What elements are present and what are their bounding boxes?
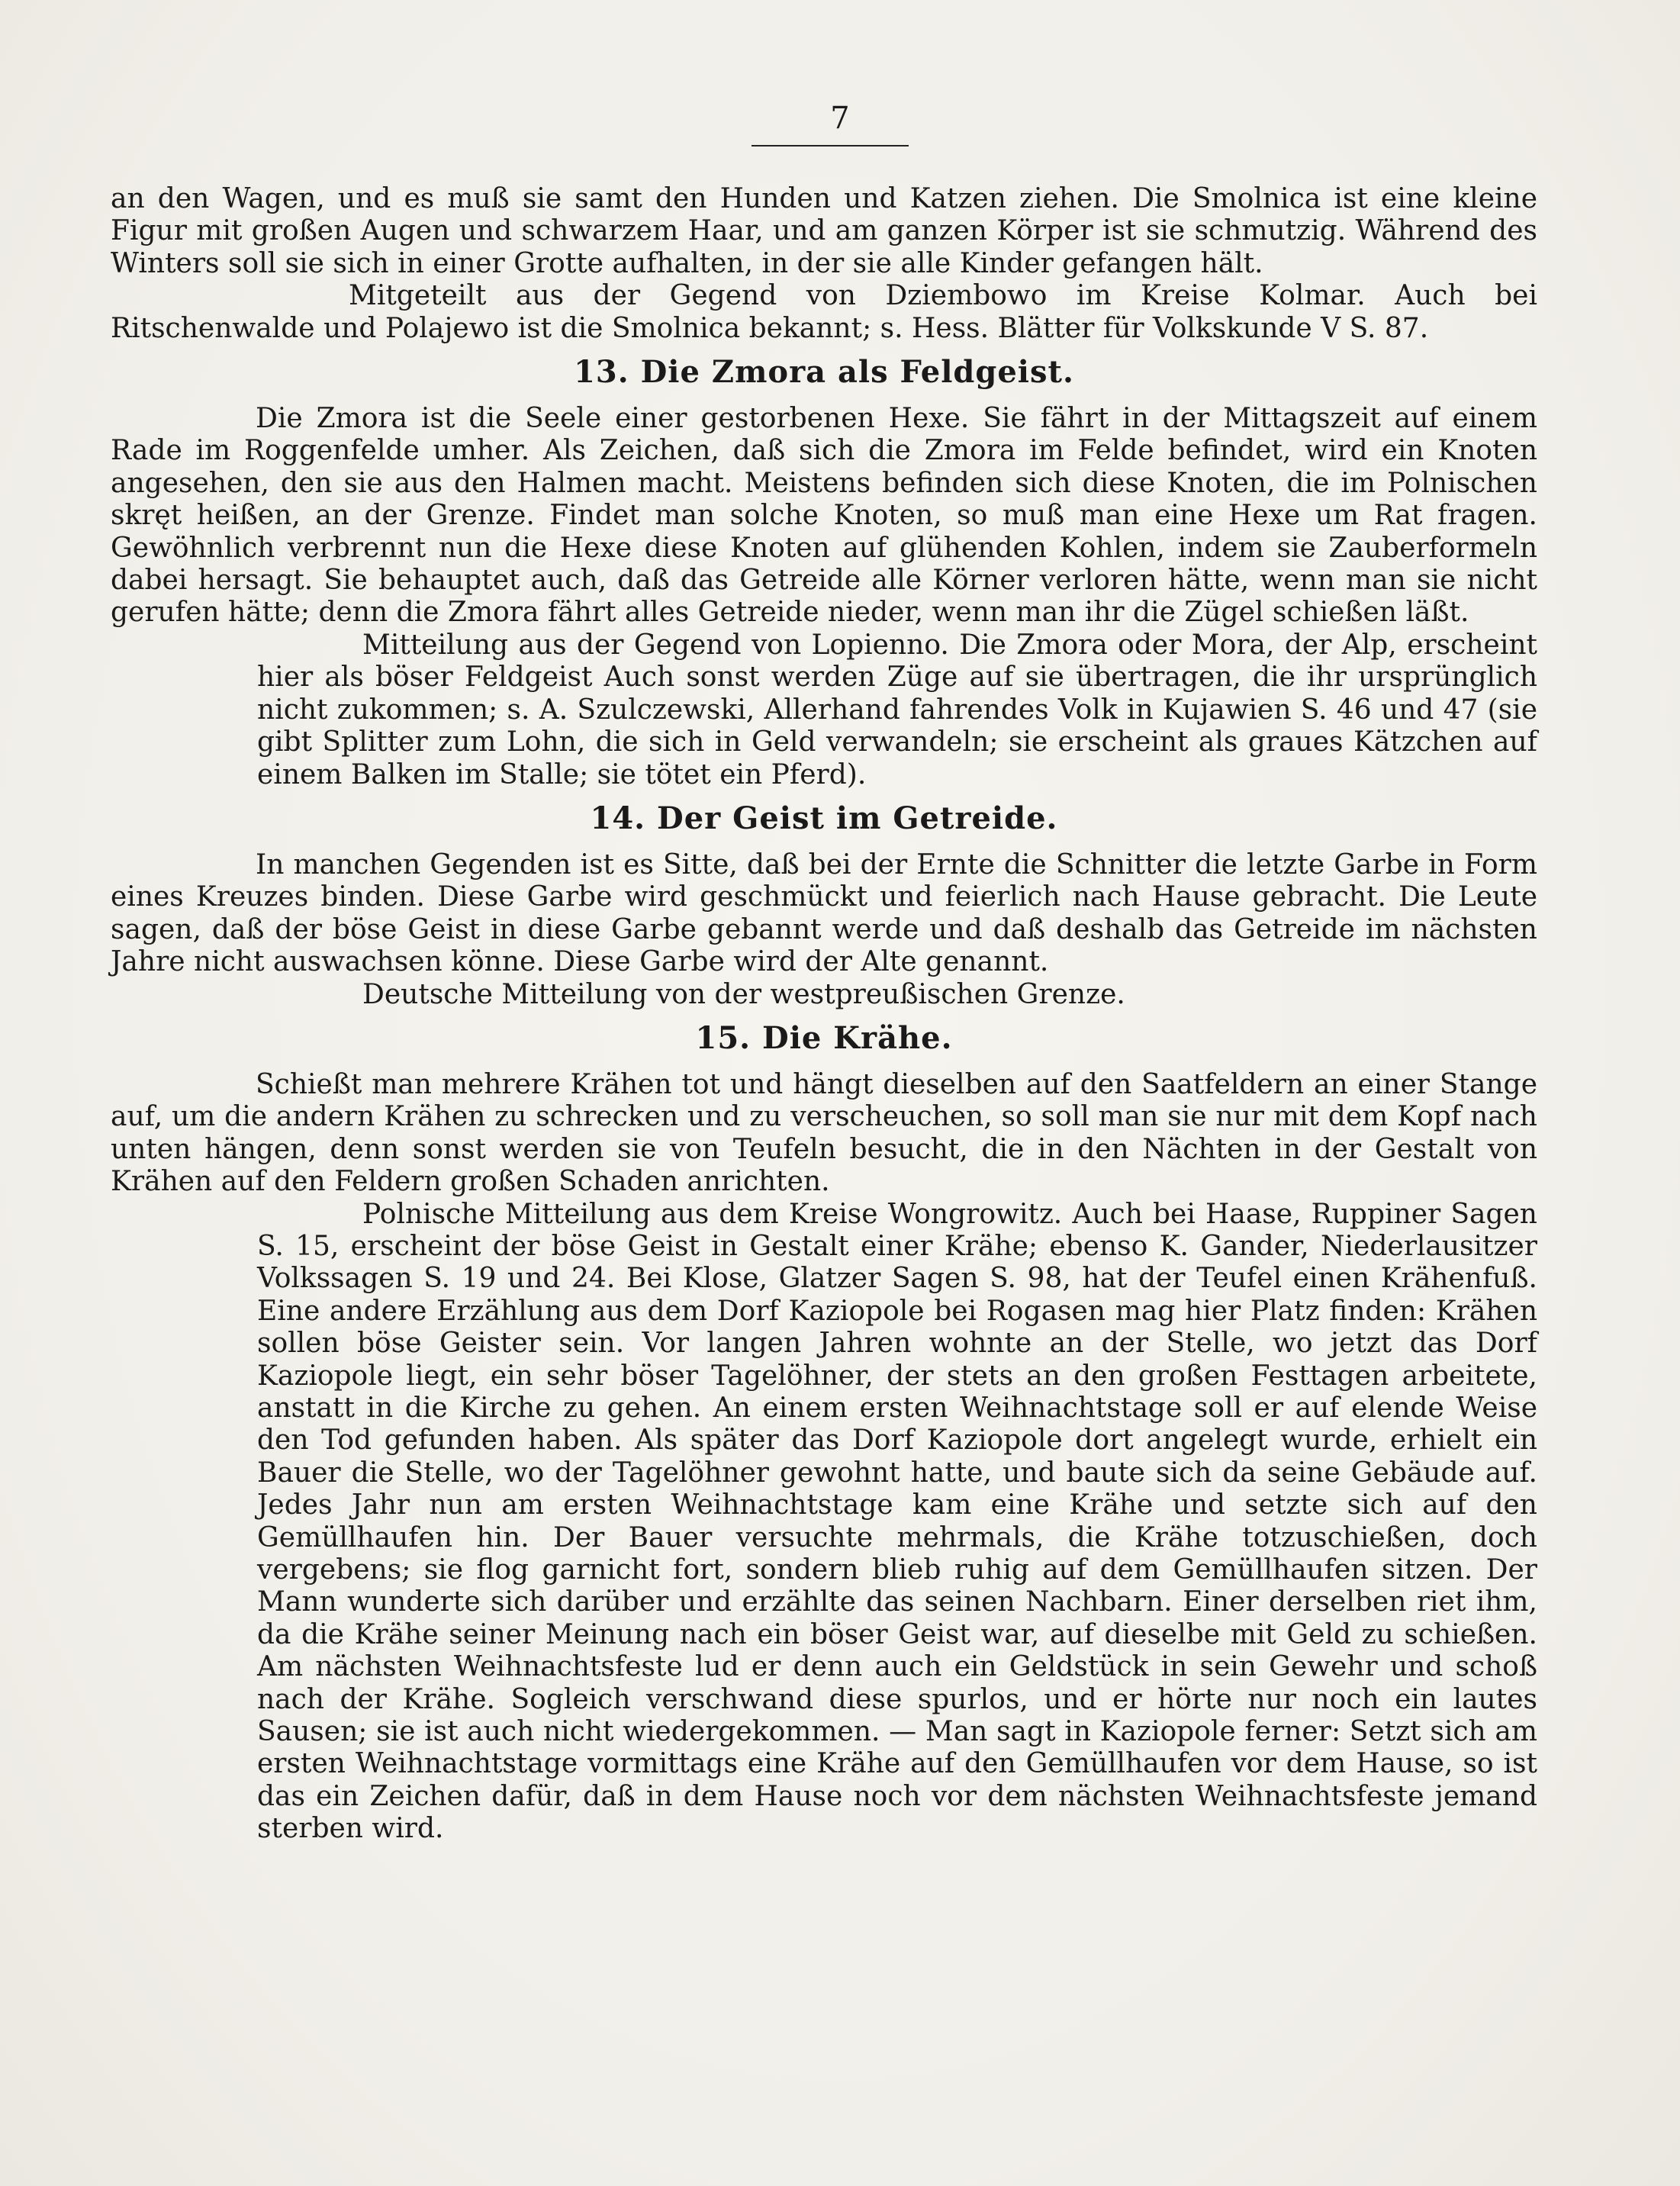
- section-15-note: Polnische Mitteilung aus dem Kreise Wongrowitz. Auch bei Haase, Ruppiner Sagen S. 15, erscheint der böse Geist in Gestalt einer Krähe; ebenso K. Gander, Niederlausitzer Volkssagen S. 19 und 24. Bei Klose, Glatzer Sagen S. 98, hat der Teufel einen Krähenfuß. Eine andere Erzählung aus dem Dorf Kaziopole bei Rogasen mag hier Platz finden: Krähen sollen böse Geister sein. Vor langen Jahren wohnte an der Stelle, wo jetzt das Dorf Kaziopole liegt, ein sehr böser Tagelöhner, der stets an den großen Festtagen arbeitete, anstatt in die Kirche zu gehen. An einem ersten Weihnachtstage soll er auf elende Weise den Tod gefunden haben. Als später das Dorf Kaziopole dort angelegt wurde, erhielt ein Bauer die Stelle, wo der Tagelöhner gewohnt hatte, und baute sich da seine Gebäude auf. Jedes Jahr nun am ersten Weihnachtstage kam eine Krähe und setzte sich auf den Gemüllhaufen hin. Der Bauer versuchte mehrmals, die Krähe totzuschießen, doch vergebens; sie flog garnicht fort, sondern blieb ruhig auf dem Gemüllhaufen sitzen. Der Mann wunderte sich darüber und erzählte das seinen Nachbarn. Einer derselben riet ihm, da die Krähe seiner Meinung nach ein böser Geist war, auf dieselbe mit Geld zu schießen. Am nächsten Weihnachtsfeste lud er denn auch ein Geldstück in sein Gewehr und schoß nach der Krähe. Sogleich verschwand diese spurlos, und er hörte nur noch ein lautes Sausen; sie ist auch nicht wiedergekommen. — Man sagt in Kaziopole ferner: Setzt sich am ersten Weihnachtstage vormittags eine Krähe auf den Gemüllhaufen vor dem Hause, so ist das ein Zeichen dafür, daß in dem Hause noch vor dem nächsten Weihnachtsfeste jemand sterben wird.: [257, 1198, 1537, 1845]
- section-13-body: Die Zmora ist die Seele einer gestorbenen Hexe. Sie fährt in der Mittagszeit auf einem Rade im Roggenfelde umher. Als Zeichen, daß sich die Zmora im Felde befindet, wird ein Knoten angesehen, den sie aus den Halmen macht. Meistens befinden sich diese Knoten, die im Polnischen skręt heißen, an der Grenze. Findet man solche Knoten, so muß man eine Hexe um Rat fragen. Gewöhnlich verbrennt nun die Hexe diese Knoten auf glühenden Kohlen, indem sie Zauberformeln dabei hersagt. Sie behauptet auch, daß das Getreide alle Körner verloren hätte, wenn man sie nicht gerufen hätte; denn die Zmora fährt alles Getreide nieder, wenn man ihr die Zügel schießen läßt.: [111, 403, 1537, 629]
- section-15-body: Schießt man mehrere Krähen tot und hängt dieselben auf den Saatfeldern an einer Stange auf, um die andern Krähen zu schrecken und zu verscheuchen, so soll man sie nur mit dem Kopf nach unten hängen, denn sonst werden sie von Teufeln besucht, die in den Nächten in der Gestalt von Krähen auf den Feldern großen Schaden anrichten.: [111, 1068, 1537, 1198]
- section-15-heading: 15. Die Krähe.: [695, 1019, 953, 1056]
- section-14-body: In manchen Gegenden ist es Sitte, daß bei der Ernte die Schnitter die letzte Garbe in Form eines Kreuzes binden. Diese Garbe wird geschmückt und feierlich nach Hause gebracht. Die Leute sagen, daß der böse Geist in diese Garbe gebannt werde und daß deshalb das Getreide im nächsten Jahre nicht auswachsen könne. Diese Garbe wird der Alte genannt.: [111, 848, 1537, 978]
- continuation-note: Mitgeteilt aus der Gegend von Dziembowo im Kreise Kolmar. Auch bei Ritschenwalde und Polajewo ist die Smolnica bekannt; s. Hess. Blätter für Volkskunde V S. 87.: [111, 280, 1537, 344]
- section-14-note: Deutsche Mitteilung von der westpreußischen Grenze.: [362, 978, 1125, 1010]
- text-body: [111, 183, 1537, 1846]
- continuation-paragraph: an den Wagen, und es muß sie samt den Hunden und Katzen ziehen. Die Smolnica ist eine kleine Figur mit großen Augen und schwarzem Haar, und am ganzen Körper ist sie schmutzig. Während des Winters soll sie sich in einer Grotte aufhalten, in der sie alle Kinder gefangen hält.: [111, 183, 1537, 279]
- section-13-note: Mitteilung aus der Gegend von Lopienno. Die Zmora oder Mora, der Alp, erscheint hier als böser Feldgeist Auch sonst werden Züge auf sie übertragen, die ihr ursprünglich nicht zukommen; s. A. Szulczewski, Allerhand fahrendes Volk in Kujawien S. 46 und 47 (sie gibt Splitter zum Lohn, die sich in Geld verwandeln; sie erscheint als graues Kätzchen auf einem Balken im Stalle; sie tötet ein Pferd).: [257, 629, 1537, 790]
- section-13-heading: 13. Die Zmora als Feldgeist.: [574, 354, 1074, 391]
- section-14-heading: 14. Der Geist im Getreide.: [590, 800, 1058, 836]
- page-number: 7: [830, 101, 850, 136]
- header-rule: [751, 145, 909, 146]
